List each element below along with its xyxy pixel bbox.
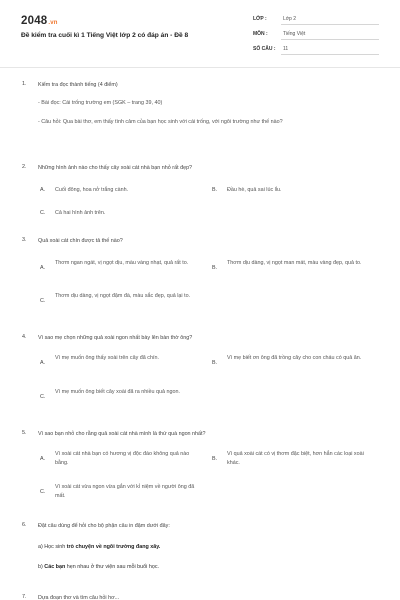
option-letter: B. — [212, 187, 218, 193]
question-6-part-b — [38, 564, 159, 570]
option-text: Cả hai hình ảnh trên. — [55, 210, 106, 216]
question-6-part-a — [38, 544, 160, 550]
question-number: 6. — [22, 522, 27, 528]
option-letter: C. — [40, 210, 46, 216]
question-text: Vì sao bạn nhỏ cho rằng quả xoài cát nhà mình là thứ quà ngon nhất? — [38, 431, 206, 437]
site-logo[interactable] — [21, 15, 58, 27]
question-number: 2. — [22, 164, 27, 170]
meta-underline — [281, 39, 379, 40]
option-text: Thơm dịu dàng, vị ngọt đậm đà, màu sắc đẹp, quả lại to. — [55, 293, 191, 299]
line-suffix: hẹn nhau ở thư viện sau mỗi buổi học. — [65, 564, 160, 570]
meta-label: LỚP : — [253, 16, 267, 22]
option-text: Vì quả xoài cát có vị thơm đặc biệt, hơn hẳn các loại xoài khác. — [227, 451, 364, 466]
question-text: Quả xoài cát chín được tả thế nào? — [38, 238, 123, 244]
option-text: Thơm ngan ngát, vị ngọt dịu, màu vàng nhạt, quả rất to. — [55, 260, 189, 266]
option-text: Đầu hè, quả sai lúc lỉu. — [227, 187, 282, 193]
option-letter: C. — [40, 298, 46, 304]
option-letter: A. — [40, 265, 46, 271]
logo-suffix: .vn — [48, 20, 58, 26]
document-header — [0, 0, 400, 68]
meta-label: SỐ CÂU : — [253, 46, 276, 52]
page-title: Đề kiểm tra cuối kì 1 Tiếng Việt lớp 2 có đáp án - Đề 8 — [21, 32, 189, 39]
option-letter: C. — [40, 489, 46, 495]
option-letter: A. — [40, 360, 46, 366]
option-letter: A. — [40, 456, 46, 462]
meta-value: 11 — [283, 46, 289, 52]
question-1-reading: - Bài đọc: Cái trống trường em (SGK – trang 39, 40) — [38, 100, 163, 106]
question-number: 4. — [22, 334, 27, 340]
option-letter: B. — [212, 265, 218, 271]
option-letter: B. — [212, 360, 218, 366]
option-text: Vì mẹ muốn ông biết cây xoài đã ra nhiều quả ngon. — [55, 389, 180, 395]
meta-value: Tiếng Việt — [283, 31, 306, 37]
line-prefix: b) — [38, 564, 45, 570]
question-1-prompt: - Câu hỏi: Qua bài thơ, em thấy tình cảm của bạn học sinh với cái trống, với ngôi trường như thế nào? — [38, 119, 283, 125]
option-text: Cuối đông, hoa nở trắng cành. — [55, 187, 129, 193]
option-text: Vì xoài cát vừa ngon vừa gắn với kỉ niệm về người ông đã mất. — [55, 484, 195, 499]
question-number: 7. — [22, 594, 27, 600]
option-letter: B. — [212, 456, 218, 462]
meta-underline — [281, 54, 379, 55]
question-text: Kiểm tra đọc thành tiếng (4 điểm) — [38, 82, 118, 88]
logo-number: 2048 — [21, 15, 48, 27]
option-text: Vì mẹ biết ơn ông đã trồng cây cho con cháu có quả ăn. — [227, 355, 362, 361]
option-letter: A. — [40, 187, 46, 193]
line-prefix: a) Học sinh — [38, 544, 67, 550]
question-text: Vì sao mẹ chọn những quả xoài ngon nhất bày lên bàn thờ ông? — [38, 335, 193, 341]
question-number: 5. — [22, 430, 27, 436]
option-text: Vì mẹ muốn ông thấy xoài trên cây đã chín. — [55, 355, 159, 361]
option-text: Thơm dịu dàng, vị ngọt man mát, màu vàng đẹp, quả to. — [227, 260, 362, 266]
question-text: Đặt câu dùng để hỏi cho bộ phận câu in đậm dưới đây: — [38, 523, 170, 529]
meta-underline — [281, 24, 379, 25]
meta-value: Lớp 2 — [283, 16, 297, 22]
option-text: Vì xoài cát nhà bạn có hương vị độc đáo không quả nào bằng. — [55, 451, 190, 466]
question-number: 3. — [22, 237, 27, 243]
line-bold: Các bạn — [44, 564, 66, 570]
meta-label: MÔN : — [253, 31, 268, 37]
question-text: Những hình ảnh nào cho thấy cây xoài cát nhà bạn nhỏ rất đẹp? — [38, 165, 193, 171]
option-letter: C. — [40, 394, 46, 400]
question-number: 1. — [22, 81, 27, 87]
line-bold: trò chuyện về ngôi trường đang xây. — [66, 544, 161, 550]
question-text: Dựa đoạn thơ và tìm câu hỏi hơ... — [38, 595, 120, 600]
